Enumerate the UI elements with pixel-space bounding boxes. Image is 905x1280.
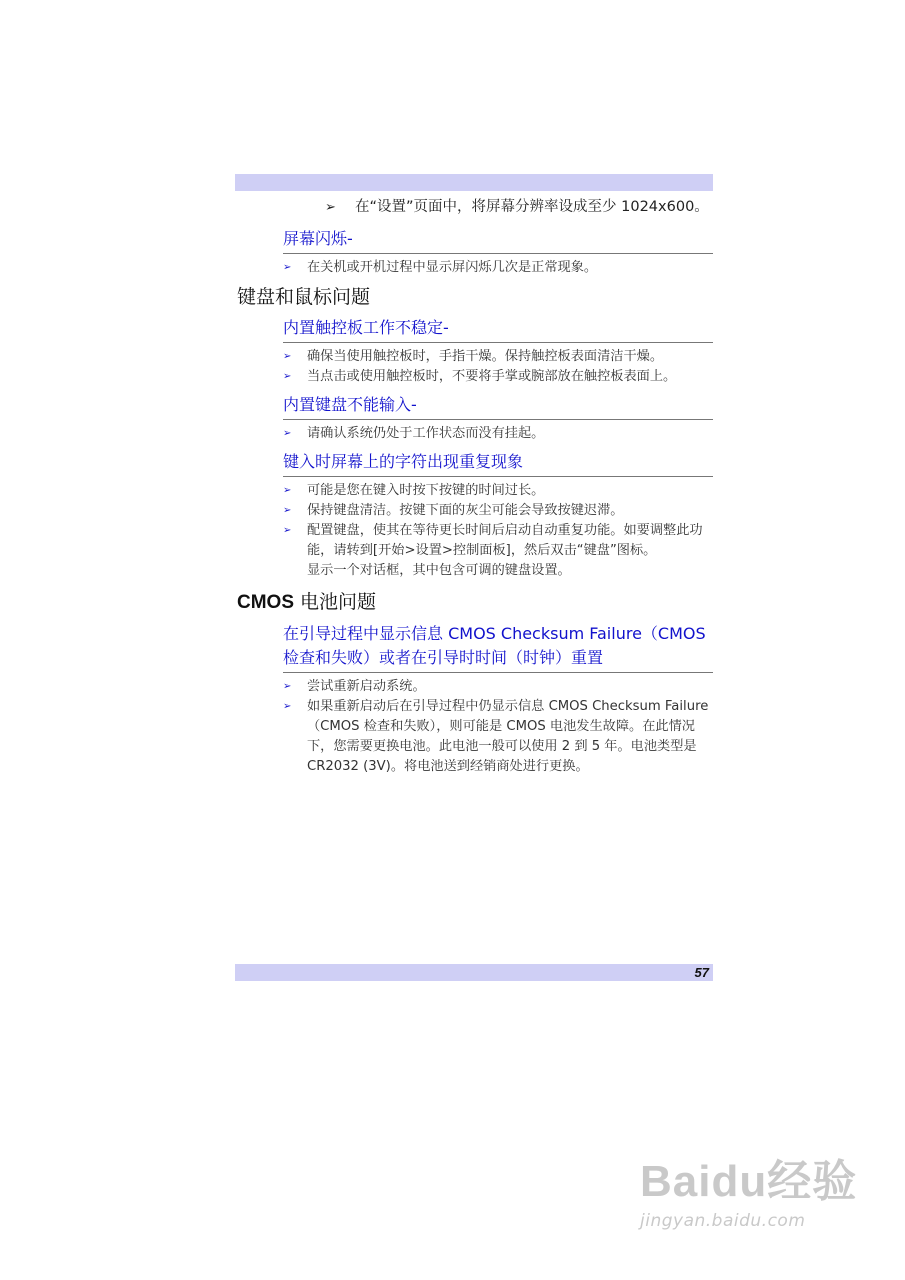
top-bullet: [237, 196, 713, 219]
arrow-bullet-icon: ➢: [283, 701, 292, 712]
cmos-list: [283, 677, 713, 777]
list-item: ➢ 如果重新启动后在引导过程中仍显示信息 CMOS Checksum Failure（CMOS 检查和失败），则可能是 CMOS 电池发生故障。在此情况下，您需要更换电池。此电池一般可以使用 2 到 5 年。电池类型是 CR2032 (3V)。将电池送到经销商处进行更换。: [283, 699, 709, 774]
continuation-text: 显示一个对话框，其中包含可调的键盘设置。: [307, 563, 571, 578]
list-item: ➢ 可能是您在键入时按下按键的时间过长。: [283, 481, 713, 501]
watermark-url: jingyan.baidu.com: [640, 1211, 806, 1231]
arrow-bullet-icon: ➢: [283, 525, 292, 536]
list-item: ➢ 配置键盘，使其在等待更长时间后启动自动重复功能。如要调整此功能，请转到[开始>设置>控制面板]，然后双击“键盘”图标。 显示一个对话框，其中包含可调的键盘设置。: [283, 521, 713, 581]
heading-repeat-chars: 键入时屏幕上的字符出现重复现象: [283, 450, 713, 477]
touchpad-list: [283, 347, 713, 387]
list-item: ➢ 当点击或使用触控板时，不要将手掌或腕部放在触控板表面上。: [283, 367, 713, 387]
heading-keyboard-mouse: 键盘和鼠标问题: [237, 286, 371, 308]
arrow-bullet-icon: ➢: [283, 505, 292, 516]
list-item: ➢ 请确认系统仍处于工作状态而没有挂起。: [283, 424, 713, 444]
watermark-logo: Baidu经验: [640, 1157, 858, 1206]
arrow-bullet-icon: ➢: [283, 351, 292, 362]
header-band: [235, 174, 713, 191]
flicker-list: [283, 258, 713, 278]
list-item: ➢ 确保当使用触控板时，手指干燥。保持触控板表面清洁干燥。: [283, 347, 713, 367]
arrow-bullet-icon: ➢: [283, 428, 292, 439]
kb-input-list: [283, 424, 713, 444]
top-bullet-text: 在“设置”页面中，将屏幕分辨率设成至少 1024x600。: [355, 199, 709, 215]
list-item: ➢ 在关机或开机过程中显示屏闪烁几次是正常现象。: [283, 258, 713, 278]
arrow-bullet-icon: ➢: [283, 262, 292, 273]
page-content: [237, 196, 713, 777]
page-number: 57: [694, 965, 709, 980]
arrow-bullet-icon: ➢: [283, 485, 292, 496]
heading-keyboard-input: 内置键盘不能输入-: [283, 393, 713, 420]
arrow-bullet-icon: ➢: [283, 681, 292, 692]
heading-touchpad: 内置触控板工作不稳定-: [283, 316, 713, 343]
arrow-bullet-icon: ➢: [325, 200, 336, 215]
list-item: ➢ 尝试重新启动系统。: [283, 677, 713, 697]
heading-cmos-battery: CMOS 电池问题: [237, 591, 377, 613]
arrow-bullet-icon: ➢: [283, 371, 292, 382]
heading-screen-flicker: 屏幕闪烁-: [283, 227, 713, 254]
repeat-list: [283, 481, 713, 581]
heading-cmos-checksum: 在引导过程中显示信息 CMOS Checksum Failure（CMOS 检查和失败）或者在引导时时间（时钟）重置: [283, 622, 713, 673]
footer-band: [235, 964, 713, 981]
list-item: ➢ 保持键盘清洁。按键下面的灰尘可能会导致按键迟滞。: [283, 501, 713, 521]
baidu-watermark: [640, 1145, 880, 1255]
